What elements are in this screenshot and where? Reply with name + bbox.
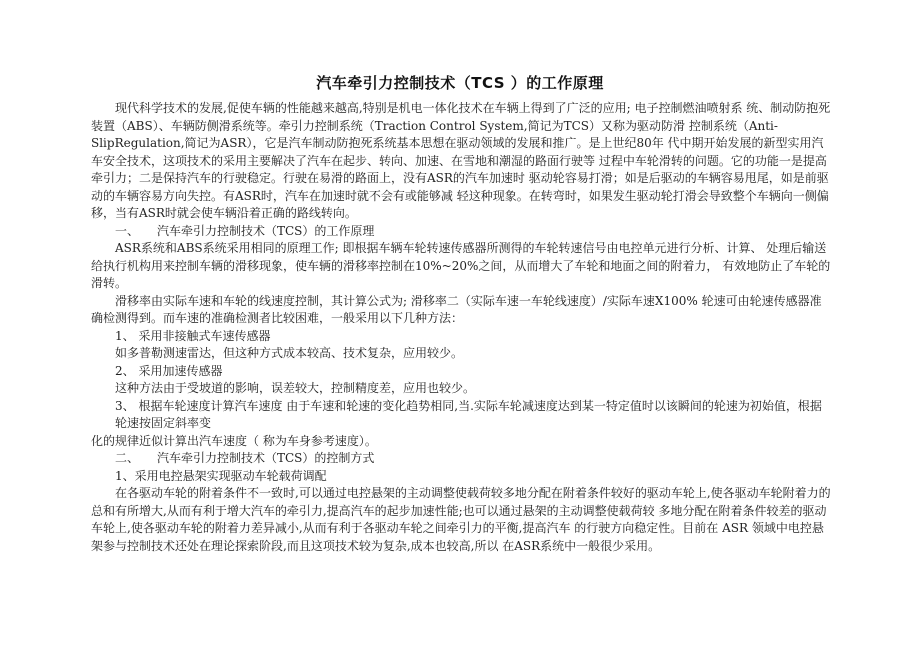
- section-1-paragraph-2: 滑移率由实际车速和车轮的线速度控制，其计算公式为; 滑移率二（实际车速一车轮线速度）/实际车速X100% 轮速可由轮速传感器准确检测得到。而车速的准确检测者比较困难，一般采用以下几种方法：: [91, 293, 822, 325]
- section-1-heading: 一、 汽车牵引力控制技术（TCS）的工作原理: [115, 223, 375, 238]
- document-title: 汽车牵引力控制技术（TCS ）的工作原理: [316, 74, 604, 92]
- document-body: [91, 100, 833, 555]
- section-2-paragraph-1: 在各驱动车轮的附着条件不一致时,可以通过电控悬架的主动调整使载荷较多地分配在附着条件较好的驱动车轮上,使各驱动车轮附着力的总和有所增大,从而有利于增大汽车的牵引力,提高汽车的起步加速性能;也可以通过悬架的主动调整使载荷较 多地分配在附着条件较差的驱动车轮上,使各驱动车轮的附着力差异减小,从而有利于各驱动车轮之间牵引力的平衡,提高汽车 的行驶方向稳定性。目前在 ASR 领域中电控悬架参与控制技术还处在理论探索阶段,而且这项技术较为复杂,成本也较高,所以 在ASR系统中一般很少采用。: [91, 486, 831, 553]
- method-3-title: 3、 根据车轮速度计算汽车速度 由于车速和轮速的变化趋势相同,当.实际车轮减速度达到某一特定值时以该瞬间的轮速为初始值，根据轮速按固定斜率变: [115, 398, 822, 430]
- method-3-continuation: 化的规律近似计算出汽车速度（ 称为车身参考速度）。: [91, 433, 377, 448]
- intro-paragraph: 现代科学技术的发展,促使车辆的性能越来越高,特别是机电一体化技术在车辆上得到了广泛的应用; 电子控制燃油喷射系 统、制动防抱死装置（ABS）、车辆防侧滑系统等。牵引力控制系统（Traction Control System,简记为TCS）又称为驱动防滑 控制系统（Anti-SlipRegulation,简记为ASR），它是汽车制动防抱死系统基本思想在驱动领域的发展和推广。是上世纪80年 代中期开始发展的新型实用汽车安全技术，这项技术的采用主要解决了汽车在起步、转向、加速、在雪地和潮湿的路面行驶等 过程中车轮滑转的问题。它的功能一是提高牵引力；二是保持汽车的行驶稳定。行驶在易滑的路面上，没有ASR的汽车加速时 驱动轮容易打滑；如是后驱动的车辆容易甩尾，如是前驱动的车辆容易方向失控。有ASR时，汽车在加速时就不会有或能够减 轻这种现象。在转弯时，如果发生驱动轮打滑会导致整个车辆向一侧偏移，当有ASR时就会使车辆沿着正确的路线转向。: [91, 101, 831, 220]
- section-2-heading: 二、 汽车牵引力控制技术（TCS）的控制方式: [115, 451, 375, 465]
- method-1-text: 如多普勒测速雷达，但这种方式成本较高、技术复杂，应用较少。: [115, 346, 464, 360]
- section-1-paragraph-1: ASR系统和ABS系统采用相同的原理工作; 即根据车辆车轮转速传感器所测得的车轮转速信号由电控单元进行分析、计算、 处理后输送给执行机构用来控制车辆的滑移现象，使车辆的滑移率控制在10%~20%之间，从而增大了车轮和地面之间的附着力， 有效地防止了车轮的滑转。: [91, 241, 831, 290]
- method-2-title: 2、 采用加速传感器: [115, 363, 223, 378]
- method-2-text: 这种方法由于受坡道的影响，误差较大，控制精度差，应用也较少。: [115, 381, 476, 395]
- method-1-title: 1、 采用非接触式车速传感器: [115, 328, 271, 343]
- section-2-subheading-1: 1、采用电控悬架实现驱动车轮载荷调配: [115, 468, 327, 483]
